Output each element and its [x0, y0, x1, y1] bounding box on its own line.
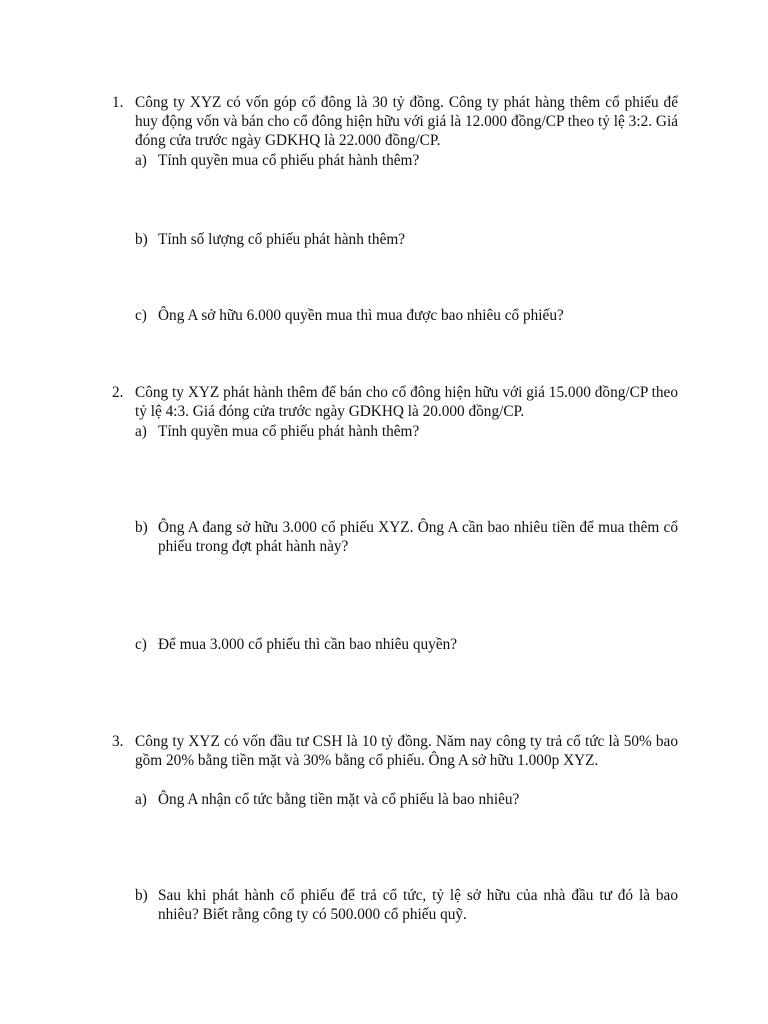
question-number: 1.: [112, 94, 124, 111]
question-number: 2.: [112, 384, 124, 401]
sub-question-text: Ông A đang sở hữu 3.000 cổ phiếu XYZ. Ông A cần bao nhiêu tiền để mua thêm cổ phiếu trong đợt phát hành này?: [158, 519, 678, 555]
sub-question-3a: [135, 790, 678, 809]
sub-question-label: b): [135, 887, 148, 904]
sub-question-text: Tính số lượng cổ phiếu phát hành thêm?: [158, 231, 406, 248]
question-text: Công ty XYZ có vốn đầu tư CSH là 10 tỷ đồng. Năm nay công ty trả cổ tức là 50% bao gồm 20% bằng tiền mặt và 30% bằng cổ phiếu. Ông A sở hữu 1.000p XYZ.: [135, 733, 678, 769]
sub-question-1a: [135, 151, 678, 170]
sub-question-label: b): [135, 231, 148, 248]
sub-question-label: c): [135, 307, 147, 324]
sub-question-1c: [135, 306, 678, 325]
sub-question-text: Tính quyền mua cổ phiếu phát hành thêm?: [158, 152, 420, 169]
sub-question-text: Tính quyền mua cổ phiếu phát hành thêm?: [158, 423, 420, 440]
sub-question-label: b): [135, 519, 148, 536]
sub-question-label: c): [135, 636, 147, 653]
sub-question-label: a): [135, 791, 147, 808]
sub-question-text: Ông A nhận cổ tức bằng tiền mặt và cổ phiếu là bao nhiêu?: [158, 791, 520, 808]
question-2: [112, 383, 678, 421]
question-1: [112, 93, 678, 150]
question-text: Công ty XYZ có vốn góp cổ đông là 30 tỷ đồng. Công ty phát hàng thêm cổ phiếu để huy động vốn và bán cho cổ đông hiện hữu với giá là 12.000 đồng/CP theo tỷ lệ 3:2. Giá đóng cửa trước ngày GDKHQ là 22.000 đồng/CP.: [135, 94, 678, 149]
sub-question-1b: [135, 230, 678, 249]
sub-question-text: Để mua 3.000 cổ phiếu thì cần bao nhiêu quyền?: [158, 636, 458, 653]
sub-question-2c: [135, 635, 678, 654]
question-3: [112, 732, 678, 770]
sub-question-label: a): [135, 152, 147, 169]
sub-question-2b: [135, 518, 678, 556]
sub-question-text: Sau khi phát hành cổ phiếu để trả cổ tức, tỷ lệ sở hữu của nhà đầu tư đó là bao nhiêu? Biết rằng công ty có 500.000 cổ phiếu quỹ.: [158, 887, 678, 923]
sub-question-3b: [135, 886, 678, 924]
sub-question-text: Ông A sở hữu 6.000 quyền mua thì mua được bao nhiêu cổ phiếu?: [158, 307, 564, 324]
sub-question-2a: [135, 422, 678, 441]
question-number: 3.: [112, 733, 124, 750]
sub-question-label: a): [135, 423, 147, 440]
question-text: Công ty XYZ phát hành thêm để bán cho cổ đông hiện hữu với giá 15.000 đồng/CP theo tỷ lệ 4:3. Giá đóng cửa trước ngày GDKHQ là 20.000 đồng/CP.: [135, 384, 678, 420]
